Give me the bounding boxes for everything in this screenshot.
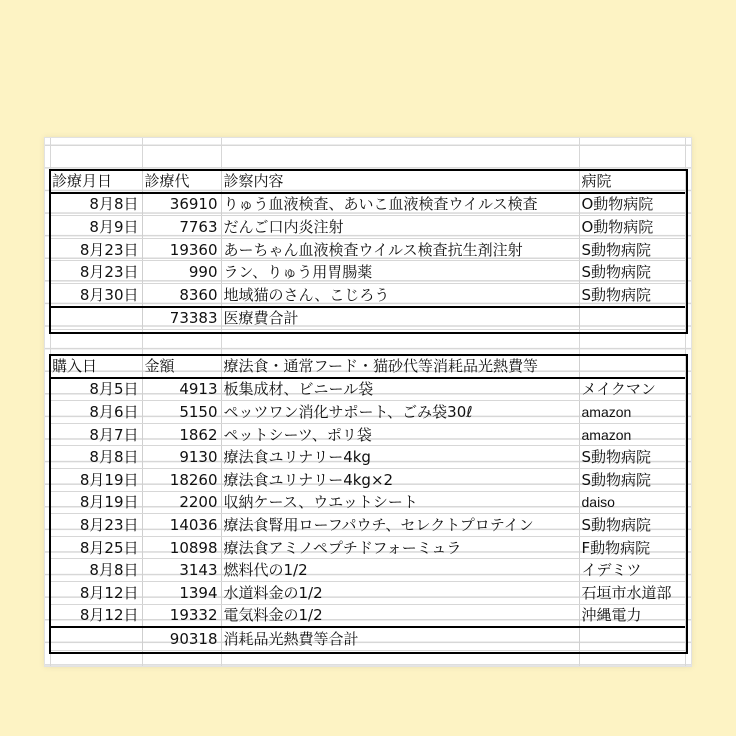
date-cell: 8月30日 <box>50 283 142 306</box>
header-amount: 金額 <box>142 355 221 378</box>
total-row <box>50 627 685 650</box>
store-cell: 沖縄電力 <box>579 604 685 627</box>
total-empty-cell <box>50 307 142 330</box>
header-date: 購入日 <box>50 355 142 378</box>
amount-cell: 4913 <box>142 378 221 401</box>
table-row <box>50 423 685 446</box>
amount-cell: 18260 <box>142 468 221 491</box>
hospital-cell: O動物病院 <box>579 216 685 239</box>
header-store <box>579 355 685 378</box>
date-cell: 8月8日 <box>50 559 142 582</box>
amount-cell: 14036 <box>142 514 221 537</box>
date-cell: 8月7日 <box>50 423 142 446</box>
date-cell: 8月9日 <box>50 216 142 239</box>
amount-cell: 5150 <box>142 401 221 424</box>
store-cell: メイクマン <box>579 378 685 401</box>
description-cell: りゅう血液検査、あいこ血液検査ウイルス検査 <box>221 193 579 216</box>
description-cell: 療法食ユリナリー4kg×2 <box>221 468 579 491</box>
table-row <box>50 261 685 284</box>
store-cell: daiso <box>579 491 685 514</box>
amount-cell: 8360 <box>142 283 221 306</box>
table-row <box>50 378 685 401</box>
description-cell: 療法食腎用ローフパウチ、セレクトプロテイン <box>221 514 579 537</box>
total-empty-cell <box>50 627 142 650</box>
total-empty-cell <box>579 307 685 330</box>
date-cell: 8月8日 <box>50 193 142 216</box>
table-row <box>50 238 685 261</box>
date-cell: 8月23日 <box>50 261 142 284</box>
table-header-row <box>50 355 685 378</box>
date-cell: 8月23日 <box>50 514 142 537</box>
table-row <box>50 446 685 469</box>
amount-cell: 990 <box>142 261 221 284</box>
grid-line <box>685 138 686 666</box>
date-cell: 8月25日 <box>50 536 142 559</box>
store-cell: amazon <box>579 401 685 424</box>
store-cell: S動物病院 <box>579 446 685 469</box>
medical-expenses-table <box>50 170 685 330</box>
total-empty-cell <box>579 627 685 650</box>
table-row <box>50 491 685 514</box>
amount-cell: 3143 <box>142 559 221 582</box>
date-cell: 8月12日 <box>50 604 142 627</box>
description-cell: 燃料代の1/2 <box>221 559 579 582</box>
amount-cell: 2200 <box>142 491 221 514</box>
spreadsheet-page <box>44 137 692 667</box>
date-cell: 8月19日 <box>50 468 142 491</box>
table-row <box>50 559 685 582</box>
date-cell: 8月8日 <box>50 446 142 469</box>
header-description: 診察内容 <box>221 170 579 193</box>
date-cell: 8月6日 <box>50 401 142 424</box>
total-row <box>50 307 685 330</box>
description-cell: だんご口内炎注射 <box>221 216 579 239</box>
description-cell: 水道料金の1/2 <box>221 581 579 604</box>
amount-cell: 19360 <box>142 238 221 261</box>
header-amount: 診療代 <box>142 170 221 193</box>
date-cell: 8月12日 <box>50 581 142 604</box>
supplies-expenses-table <box>50 355 685 651</box>
date-cell: 8月19日 <box>50 491 142 514</box>
amount-cell: 10898 <box>142 536 221 559</box>
supplies-total-amount: 90318 <box>142 627 221 650</box>
description-cell: 地域猫のさん、こじろう <box>221 283 579 306</box>
table-row <box>50 193 685 216</box>
amount-cell: 1394 <box>142 581 221 604</box>
hospital-cell: S動物病院 <box>579 261 685 284</box>
table-row <box>50 216 685 239</box>
table-row <box>50 468 685 491</box>
description-cell: ペットシーツ、ポリ袋 <box>221 423 579 446</box>
date-cell: 8月23日 <box>50 238 142 261</box>
table-row <box>50 581 685 604</box>
table-header-row <box>50 170 685 193</box>
header-hospital: 病院 <box>579 170 685 193</box>
hospital-cell: O動物病院 <box>579 193 685 216</box>
hospital-cell: S動物病院 <box>579 238 685 261</box>
table-row <box>50 283 685 306</box>
amount-cell: 36910 <box>142 193 221 216</box>
amount-cell: 1862 <box>142 423 221 446</box>
store-cell: 石垣市水道部 <box>579 581 685 604</box>
description-cell: あーちゃん血液検査ウイルス検査抗生剤注射 <box>221 238 579 261</box>
header-description: 療法食・通常フード・猫砂代等消耗品光熱費等 <box>221 355 579 378</box>
table-row <box>50 536 685 559</box>
amount-cell: 7763 <box>142 216 221 239</box>
description-cell: 療法食アミノペプチドフォーミュラ <box>221 536 579 559</box>
store-cell: F動物病院 <box>579 536 685 559</box>
hospital-cell: S動物病院 <box>579 283 685 306</box>
store-cell: S動物病院 <box>579 514 685 537</box>
description-cell: ラン、りゅう用胃腸薬 <box>221 261 579 284</box>
amount-cell: 19332 <box>142 604 221 627</box>
medical-total-label: 医療費合計 <box>221 307 579 330</box>
medical-total-amount: 73383 <box>142 307 221 330</box>
description-cell: 療法食ユリナリー4kg <box>221 446 579 469</box>
supplies-total-label: 消耗品光熱費等合計 <box>221 627 579 650</box>
description-cell: ペッツワン消化サポート、ごみ袋30ℓ <box>221 401 579 424</box>
date-cell: 8月5日 <box>50 378 142 401</box>
table-row <box>50 604 685 627</box>
store-cell: イデミツ <box>579 559 685 582</box>
amount-cell: 9130 <box>142 446 221 469</box>
header-date: 診療月日 <box>50 170 142 193</box>
description-cell: 収納ケース、ウエットシート <box>221 491 579 514</box>
store-cell: amazon <box>579 423 685 446</box>
description-cell: 板集成材、ビニール袋 <box>221 378 579 401</box>
table-row <box>50 401 685 424</box>
store-cell: S動物病院 <box>579 468 685 491</box>
description-cell: 電気料金の1/2 <box>221 604 579 627</box>
table-row <box>50 514 685 537</box>
